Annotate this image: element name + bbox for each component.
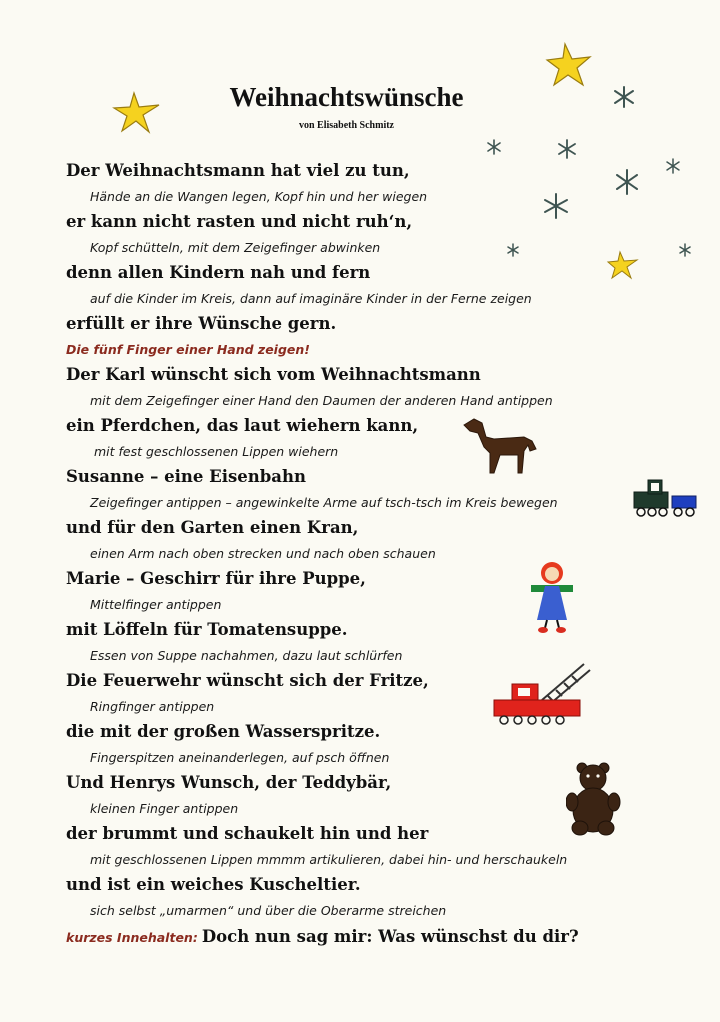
fire-truck-drawing [492, 660, 592, 730]
verse-line: Der Weihnachtsmann hat viel zu tun, [66, 161, 410, 180]
instruction-line: einen Arm nach oben strecken und nach oben schauen [90, 546, 436, 561]
instruction-line: mit geschlossenen Lippen mmmm artikulieren, dabei hin- und herschaukeln [90, 852, 568, 867]
instruction-line: Ringfinger antippen [90, 699, 215, 714]
instruction-line: sich selbst „umarmen“ und über die Oberarme streichen [90, 903, 447, 918]
snowflake-icon [486, 139, 502, 155]
page-title: Weihnachtswünsche [229, 82, 464, 112]
verse-line: und ist ein weiches Kuscheltier. [66, 875, 361, 894]
instruction-line: Mittelfinger antippen [90, 597, 222, 612]
instruction-line: auf die Kinder im Kreis, dann auf imaginäre Kinder in der Ferne zeigen [90, 291, 532, 306]
final-line [66, 926, 579, 949]
verse-line: erfüllt er ihre Wünsche gern. [66, 314, 337, 333]
instruction-line: mit dem Zeigefinger einer Hand den Daumen der anderen Hand antippen [90, 393, 553, 408]
doll-drawing [527, 558, 577, 634]
instruction-line: mit fest geschlossenen Lippen wiehern [94, 444, 339, 459]
snowflake-icon [665, 158, 681, 174]
snowflake-icon [506, 243, 520, 257]
verse-line: die mit der großen Wasserspritze. [66, 722, 381, 741]
verse-line: ein Pferdchen, das laut wiehern kann, [66, 416, 419, 435]
teddy-bear-drawing [566, 762, 622, 836]
verse-line: der brummt und schaukelt hin und her [66, 824, 429, 843]
instruction-note: Die fünf Finger einer Hand zeigen! [66, 342, 310, 357]
verse-line: Marie – Geschirr für ihre Puppe, [66, 569, 366, 588]
verse-line: und für den Garten einen Kran, [66, 518, 359, 537]
final-question: Doch nun sag mir: Was wünschst du dir? [201, 927, 579, 946]
snowflake-icon [557, 139, 577, 159]
verse-line: Und Henrys Wunsch, der Teddybär, [66, 773, 392, 792]
star-icon [606, 250, 640, 280]
train-drawing [632, 476, 700, 520]
instruction-line: Kopf schütteln, mit dem Zeigefinger abwinken [90, 240, 381, 255]
horse-drawing [460, 415, 542, 477]
verse-line: mit Löffeln für Tomatensuppe. [66, 620, 348, 639]
pause-note: kurzes Innehalten: [66, 930, 198, 945]
snowflake-icon [542, 192, 570, 220]
verse-line: Die Feuerwehr wünscht sich der Fritze, [66, 671, 429, 690]
author-line: von Elisabeth Schmitz [298, 120, 394, 131]
verse-line: denn allen Kindern nah und fern [66, 263, 371, 282]
instruction-line: kleinen Finger antippen [90, 801, 239, 816]
instruction-line: Essen von Suppe nachahmen, dazu laut schlürfen [90, 648, 403, 663]
instruction-line: Hände an die Wangen legen, Kopf hin und her wiegen [90, 189, 428, 204]
instruction-line: Fingerspitzen aneinanderlegen, auf psch öffnen [90, 750, 390, 765]
verse-line: Susanne – eine Eisenbahn [66, 467, 306, 486]
verse-line: Der Karl wünscht sich vom Weihnachtsmann [66, 365, 481, 384]
snowflake-icon [678, 243, 692, 257]
instruction-line: Zeigefinger antippen – angewinkelte Arme auf tsch-tsch im Kreis bewegen [90, 495, 558, 510]
snowflake-icon [614, 168, 640, 196]
verse-line: er kann nicht rasten und nicht ruh‘n, [66, 212, 413, 231]
